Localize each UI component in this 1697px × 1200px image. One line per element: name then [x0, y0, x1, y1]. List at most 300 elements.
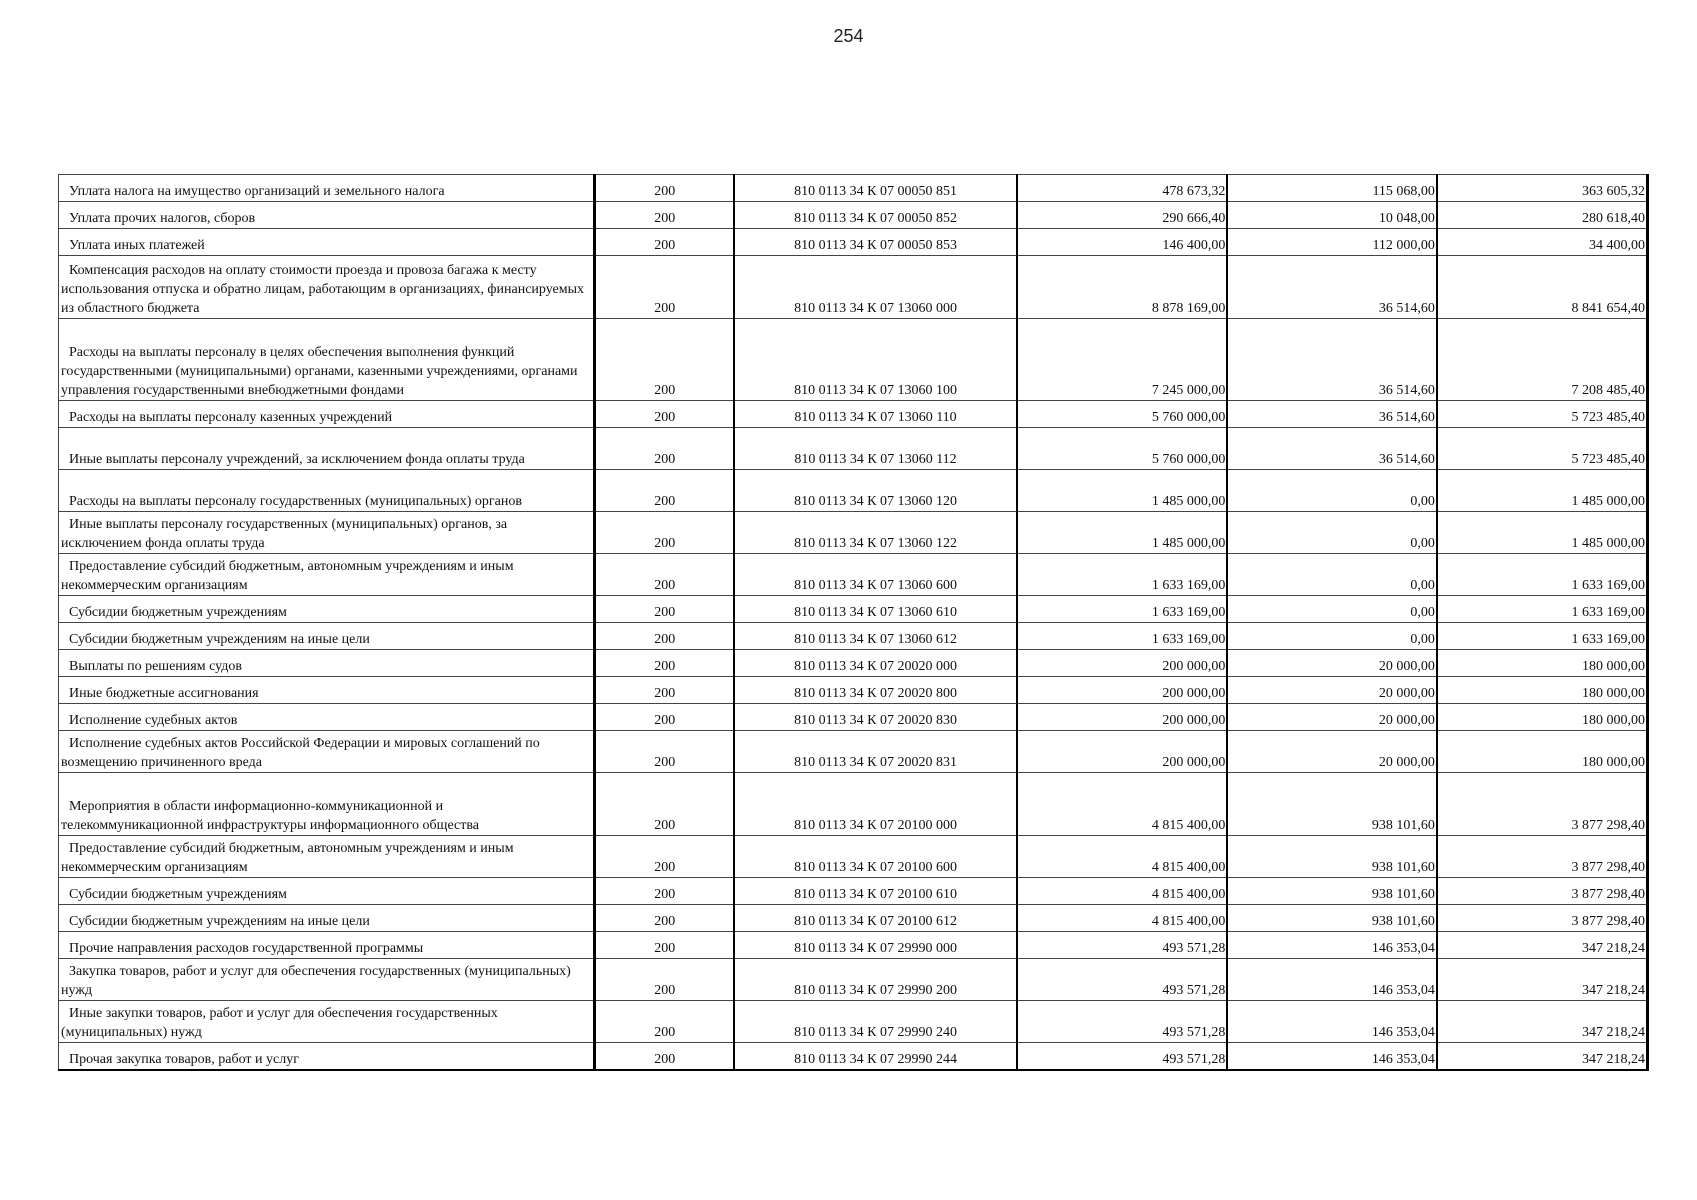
table-row: [59, 319, 1648, 401]
row-unexecuted-amount-cell: [1437, 731, 1648, 773]
row-name-text: Субсидии бюджетным учреждениям: [69, 887, 287, 902]
row-executed-amount-cell: [1227, 836, 1437, 878]
row-approved-amount-cell: [1017, 773, 1228, 836]
row-unexecuted-amount-cell: [1437, 319, 1648, 401]
row-approved-amount-text: 146 400,00: [1162, 238, 1226, 253]
row-executed-amount-text: 0,00: [1410, 494, 1435, 509]
row-name-cell: [59, 704, 595, 731]
row-classification-code-cell: [734, 202, 1017, 229]
row-unexecuted-amount-text: 3 877 298,40: [1571, 914, 1645, 929]
row-unexecuted-amount-cell: [1437, 470, 1648, 512]
row-approved-amount-text: 200 000,00: [1162, 755, 1226, 770]
table-row: [59, 731, 1648, 773]
row-line-code-cell: [595, 932, 734, 959]
row-executed-amount-text: 146 353,04: [1371, 1051, 1435, 1067]
row-approved-amount-cell: [1017, 959, 1228, 1001]
row-line-code-text: 200: [654, 494, 676, 509]
row-unexecuted-amount-cell: [1437, 836, 1648, 878]
row-classification-code-text: 810 0113 34 К 07 20100 600: [794, 860, 957, 875]
row-name-cell: [59, 1001, 595, 1043]
row-approved-amount-cell: [1017, 836, 1228, 878]
row-name-cell: [59, 623, 595, 650]
row-name-cell: [59, 401, 595, 428]
row-approved-amount-cell: [1017, 905, 1228, 932]
row-executed-amount-cell: [1227, 650, 1437, 677]
row-executed-amount-cell: [1227, 229, 1437, 256]
row-name-text: Субсидии бюджетным учреждениям на иные цели: [69, 914, 370, 929]
row-unexecuted-amount-text: 1 633 169,00: [1571, 605, 1645, 620]
row-name-text: Иные выплаты персоналу государственных (муниципальных) органов, за исключением фонда оплаты труда: [61, 517, 508, 551]
row-unexecuted-amount-cell: [1437, 905, 1648, 932]
row-unexecuted-amount-text: 347 218,24: [1582, 941, 1645, 956]
row-classification-code-cell: [734, 932, 1017, 959]
row-executed-amount-text: 938 101,60: [1371, 914, 1435, 929]
row-unexecuted-amount-cell: [1437, 959, 1648, 1001]
row-classification-code-cell: [734, 554, 1017, 596]
row-executed-amount-text: 20 000,00: [1378, 686, 1435, 701]
row-approved-amount-text: 493 571,28: [1162, 1051, 1226, 1067]
row-executed-amount-cell: [1227, 623, 1437, 650]
row-classification-code-text: 810 0113 34 К 07 13060 600: [794, 578, 957, 593]
row-name-cell: [59, 878, 595, 905]
row-classification-code-text: 810 0113 34 К 07 20020 800: [794, 686, 957, 701]
row-classification-code-cell: [734, 470, 1017, 512]
row-approved-amount-cell: [1017, 319, 1228, 401]
row-executed-amount-text: 36 514,60: [1378, 410, 1435, 425]
row-executed-amount-text: 146 353,04: [1371, 983, 1435, 998]
row-approved-amount-cell: [1017, 623, 1228, 650]
row-name-cell: [59, 905, 595, 932]
row-classification-code-cell: [734, 959, 1017, 1001]
row-name-text: Выплаты по решениям судов: [69, 659, 242, 674]
row-name-cell: [59, 731, 595, 773]
row-line-code-text: 200: [654, 238, 676, 253]
table-row: [59, 932, 1648, 959]
row-unexecuted-amount-cell: [1437, 512, 1648, 554]
row-classification-code-text: 810 0113 34 К 07 20020 000: [794, 659, 957, 674]
row-classification-code-cell: [734, 401, 1017, 428]
row-executed-amount-cell: [1227, 959, 1437, 1001]
row-name-text: Иные бюджетные ассигнования: [69, 686, 259, 701]
row-unexecuted-amount-cell: [1437, 932, 1648, 959]
row-name-text: Прочие направления расходов государственной программы: [69, 941, 424, 956]
row-classification-code-text: 810 0113 34 К 07 00050 853: [794, 238, 957, 253]
row-name-text: Субсидии бюджетным учреждениям на иные цели: [69, 632, 370, 647]
row-line-code-cell: [595, 1001, 734, 1043]
row-classification-code-text: 810 0113 34 К 07 00050 851: [794, 184, 957, 199]
row-name-cell: [59, 773, 595, 836]
row-approved-amount-cell: [1017, 512, 1228, 554]
row-approved-amount-text: 5 760 000,00: [1151, 452, 1226, 467]
budget-execution-table: [58, 174, 1649, 1071]
row-executed-amount-cell: [1227, 554, 1437, 596]
row-line-code-text: 200: [654, 755, 676, 770]
row-classification-code-text: 810 0113 34 К 07 29990 240: [794, 1025, 957, 1040]
row-name-cell: [59, 959, 595, 1001]
row-executed-amount-cell: [1227, 470, 1437, 512]
row-line-code-text: 200: [654, 1051, 676, 1067]
row-executed-amount-cell: [1227, 202, 1437, 229]
row-approved-amount-text: 4 815 400,00: [1151, 887, 1226, 902]
row-name-cell: [59, 256, 595, 319]
row-executed-amount-cell: [1227, 596, 1437, 623]
row-executed-amount-text: 36 514,60: [1378, 383, 1435, 398]
row-classification-code-cell: [734, 650, 1017, 677]
row-unexecuted-amount-cell: [1437, 256, 1648, 319]
row-unexecuted-amount-cell: [1437, 401, 1648, 428]
table-row: [59, 175, 1648, 202]
row-executed-amount-text: 0,00: [1410, 605, 1435, 620]
row-line-code-text: 200: [654, 383, 676, 398]
row-name-cell: [59, 596, 595, 623]
row-executed-amount-text: 146 353,04: [1371, 941, 1435, 956]
row-unexecuted-amount-cell: [1437, 428, 1648, 470]
row-classification-code-text: 810 0113 34 К 07 00050 852: [794, 211, 957, 226]
table-row: [59, 677, 1648, 704]
row-name-cell: [59, 677, 595, 704]
row-line-code-cell: [595, 428, 734, 470]
row-executed-amount-cell: [1227, 1043, 1437, 1070]
row-line-code-text: 200: [654, 578, 676, 593]
row-approved-amount-cell: [1017, 470, 1228, 512]
row-classification-code-text: 810 0113 34 К 07 13060 100: [794, 383, 957, 398]
row-approved-amount-cell: [1017, 677, 1228, 704]
row-classification-code-text: 810 0113 34 К 07 29990 000: [794, 941, 957, 956]
table-row: [59, 959, 1648, 1001]
row-unexecuted-amount-cell: [1437, 229, 1648, 256]
row-executed-amount-cell: [1227, 731, 1437, 773]
row-name-text: Расходы на выплаты персоналу государственных (муниципальных) органов: [69, 494, 522, 509]
row-classification-code-cell: [734, 905, 1017, 932]
row-executed-amount-cell: [1227, 319, 1437, 401]
row-name-text: Компенсация расходов на оплату стоимости проезда и провоза багажа к месту использования отпуска и обратно лицам, работающим в организациях, финансируемых из областного бюджета: [61, 263, 585, 316]
row-classification-code-cell: [734, 256, 1017, 319]
row-approved-amount-cell: [1017, 175, 1228, 202]
row-approved-amount-cell: [1017, 428, 1228, 470]
row-classification-code-text: 810 0113 34 К 07 13060 120: [794, 494, 957, 509]
row-line-code-text: 200: [654, 184, 676, 199]
row-unexecuted-amount-text: 347 218,24: [1582, 1051, 1645, 1067]
row-executed-amount-text: 0,00: [1410, 632, 1435, 647]
row-name-text: Расходы на выплаты персоналу казенных учреждений: [69, 410, 393, 425]
row-approved-amount-cell: [1017, 650, 1228, 677]
row-unexecuted-amount-cell: [1437, 1001, 1648, 1043]
row-line-code-cell: [595, 623, 734, 650]
row-unexecuted-amount-cell: [1437, 878, 1648, 905]
table-row: [59, 596, 1648, 623]
row-classification-code-cell: [734, 229, 1017, 256]
row-name-text: Мероприятия в области информационно-коммуникационной и телекоммуникационной инфраструктуры информационного общества: [61, 799, 479, 833]
row-approved-amount-cell: [1017, 202, 1228, 229]
row-line-code-cell: [595, 229, 734, 256]
row-approved-amount-cell: [1017, 878, 1228, 905]
row-approved-amount-text: 200 000,00: [1162, 686, 1226, 701]
row-line-code-cell: [595, 677, 734, 704]
row-line-code-cell: [595, 401, 734, 428]
row-name-text: Закупка товаров, работ и услуг для обеспечения государственных (муниципальных) нужд: [61, 964, 571, 998]
row-approved-amount-text: 4 815 400,00: [1151, 860, 1226, 875]
row-name-cell: [59, 319, 595, 401]
row-name-cell: [59, 428, 595, 470]
row-name-text: Предоставление субсидий бюджетным, автономным учреждениям и иным некоммерческим организациям: [61, 841, 514, 875]
row-line-code-cell: [595, 773, 734, 836]
row-approved-amount-cell: [1017, 596, 1228, 623]
row-line-code-cell: [595, 1043, 734, 1070]
row-classification-code-text: 810 0113 34 К 07 13060 122: [794, 536, 957, 551]
row-classification-code-cell: [734, 773, 1017, 836]
row-approved-amount-text: 4 815 400,00: [1151, 818, 1226, 833]
row-executed-amount-text: 0,00: [1410, 578, 1435, 593]
row-approved-amount-text: 7 245 000,00: [1151, 383, 1226, 398]
row-unexecuted-amount-text: 3 877 298,40: [1571, 887, 1645, 902]
row-line-code-text: 200: [654, 659, 676, 674]
row-classification-code-text: 810 0113 34 К 07 13060 110: [794, 410, 957, 425]
row-classification-code-cell: [734, 428, 1017, 470]
row-executed-amount-cell: [1227, 401, 1437, 428]
row-classification-code-text: 810 0113 34 К 07 20020 830: [794, 713, 957, 728]
row-executed-amount-text: 938 101,60: [1371, 818, 1435, 833]
row-line-code-text: 200: [654, 536, 676, 551]
row-unexecuted-amount-cell: [1437, 677, 1648, 704]
row-approved-amount-cell: [1017, 554, 1228, 596]
row-line-code-cell: [595, 470, 734, 512]
row-line-code-text: 200: [654, 410, 676, 425]
row-approved-amount-text: 1 633 169,00: [1151, 632, 1226, 647]
row-name-cell: [59, 554, 595, 596]
row-approved-amount-cell: [1017, 932, 1228, 959]
row-unexecuted-amount-text: 280 618,40: [1582, 211, 1645, 226]
row-unexecuted-amount-text: 1 633 169,00: [1571, 578, 1645, 593]
row-executed-amount-cell: [1227, 704, 1437, 731]
row-executed-amount-text: 10 048,00: [1378, 211, 1435, 226]
row-line-code-text: 200: [654, 632, 676, 647]
row-approved-amount-text: 8 878 169,00: [1151, 301, 1226, 316]
row-name-cell: [59, 836, 595, 878]
table-row: [59, 512, 1648, 554]
row-approved-amount-text: 200 000,00: [1162, 659, 1226, 674]
table-row: [59, 428, 1648, 470]
table-row: [59, 256, 1648, 319]
row-name-text: Прочая закупка товаров, работ и услуг: [69, 1051, 299, 1067]
row-approved-amount-text: 1 485 000,00: [1151, 494, 1226, 509]
row-name-text: Уплата иных платежей: [69, 238, 205, 253]
row-unexecuted-amount-text: 7 208 485,40: [1571, 383, 1645, 398]
row-name-text: Иные закупки товаров, работ и услуг для обеспечения государственных (муниципальных) нужд: [61, 1006, 498, 1040]
row-unexecuted-amount-text: 3 877 298,40: [1571, 860, 1645, 875]
table-row: [59, 1001, 1648, 1043]
row-approved-amount-text: 478 673,32: [1162, 184, 1226, 199]
row-unexecuted-amount-text: 347 218,24: [1582, 1025, 1645, 1040]
row-classification-code-cell: [734, 175, 1017, 202]
row-classification-code-text: 810 0113 34 К 07 20100 610: [794, 887, 957, 902]
row-line-code-text: 200: [654, 818, 676, 833]
row-name-cell: [59, 1043, 595, 1070]
row-line-code-text: 200: [654, 1025, 676, 1040]
row-line-code-cell: [595, 959, 734, 1001]
row-unexecuted-amount-cell: [1437, 623, 1648, 650]
row-classification-code-cell: [734, 623, 1017, 650]
row-approved-amount-cell: [1017, 229, 1228, 256]
row-unexecuted-amount-cell: [1437, 704, 1648, 731]
row-classification-code-text: 810 0113 34 К 07 29990 200: [794, 983, 957, 998]
row-classification-code-cell: [734, 1043, 1017, 1070]
row-line-code-cell: [595, 175, 734, 202]
row-executed-amount-cell: [1227, 905, 1437, 932]
row-line-code-cell: [595, 554, 734, 596]
row-unexecuted-amount-text: 180 000,00: [1582, 755, 1645, 770]
row-unexecuted-amount-text: 5 723 485,40: [1571, 410, 1645, 425]
row-approved-amount-cell: [1017, 1001, 1228, 1043]
row-line-code-text: 200: [654, 983, 676, 998]
row-line-code-cell: [595, 731, 734, 773]
row-name-text: Предоставление субсидий бюджетным, автономным учреждениям и иным некоммерческим организациям: [61, 559, 514, 593]
row-unexecuted-amount-cell: [1437, 596, 1648, 623]
table-row: [59, 470, 1648, 512]
row-approved-amount-text: 1 633 169,00: [1151, 578, 1226, 593]
row-executed-amount-cell: [1227, 677, 1437, 704]
row-name-text: Расходы на выплаты персоналу в целях обеспечения выполнения функций государственными (муниципальными) органами, казенными учреждениями, органами управления государственными внебюджетными фондами: [61, 345, 578, 398]
row-classification-code-cell: [734, 836, 1017, 878]
row-executed-amount-cell: [1227, 1001, 1437, 1043]
row-unexecuted-amount-cell: [1437, 650, 1648, 677]
row-executed-amount-text: 36 514,60: [1378, 452, 1435, 467]
row-unexecuted-amount-text: 347 218,24: [1582, 983, 1645, 998]
row-classification-code-text: 810 0113 34 К 07 13060 610: [794, 605, 957, 620]
row-name-cell: [59, 175, 595, 202]
row-unexecuted-amount-text: 180 000,00: [1582, 659, 1645, 674]
row-approved-amount-text: 200 000,00: [1162, 713, 1226, 728]
table-row: [59, 229, 1648, 256]
row-line-code-cell: [595, 704, 734, 731]
row-unexecuted-amount-text: 1 633 169,00: [1571, 632, 1645, 647]
row-unexecuted-amount-cell: [1437, 175, 1648, 202]
row-unexecuted-amount-text: 5 723 485,40: [1571, 452, 1645, 467]
row-name-text: Иные выплаты персоналу учреждений, за исключением фонда оплаты труда: [69, 452, 525, 467]
row-approved-amount-cell: [1017, 256, 1228, 319]
row-executed-amount-text: 938 101,60: [1371, 860, 1435, 875]
row-classification-code-cell: [734, 596, 1017, 623]
table-row: [59, 650, 1648, 677]
row-name-text: Исполнение судебных актов: [69, 713, 238, 728]
row-line-code-text: 200: [654, 211, 676, 226]
table-row: [59, 401, 1648, 428]
row-name-cell: [59, 470, 595, 512]
row-approved-amount-cell: [1017, 731, 1228, 773]
row-executed-amount-text: 0,00: [1410, 536, 1435, 551]
row-executed-amount-text: 20 000,00: [1378, 713, 1435, 728]
row-classification-code-text: 810 0113 34 К 07 20100 612: [794, 914, 957, 929]
row-unexecuted-amount-text: 3 877 298,40: [1571, 818, 1645, 833]
row-classification-code-cell: [734, 512, 1017, 554]
row-approved-amount-cell: [1017, 704, 1228, 731]
row-executed-amount-cell: [1227, 512, 1437, 554]
row-name-text: Уплата прочих налогов, сборов: [69, 211, 256, 226]
row-executed-amount-cell: [1227, 175, 1437, 202]
row-executed-amount-text: 938 101,60: [1371, 887, 1435, 902]
row-classification-code-text: 810 0113 34 К 07 20100 000: [794, 818, 957, 833]
row-line-code-text: 200: [654, 941, 676, 956]
row-name-text: Субсидии бюджетным учреждениям: [69, 605, 287, 620]
row-line-code-cell: [595, 905, 734, 932]
row-classification-code-cell: [734, 319, 1017, 401]
row-unexecuted-amount-text: 1 485 000,00: [1571, 494, 1645, 509]
row-name-cell: [59, 650, 595, 677]
row-executed-amount-cell: [1227, 256, 1437, 319]
row-approved-amount-cell: [1017, 401, 1228, 428]
row-classification-code-cell: [734, 731, 1017, 773]
row-unexecuted-amount-text: 8 841 654,40: [1571, 301, 1645, 316]
row-line-code-cell: [595, 836, 734, 878]
row-executed-amount-text: 115 068,00: [1372, 184, 1435, 199]
row-line-code-text: 200: [654, 605, 676, 620]
row-unexecuted-amount-cell: [1437, 773, 1648, 836]
table-row: [59, 704, 1648, 731]
row-unexecuted-amount-text: 363 605,32: [1582, 184, 1645, 199]
row-approved-amount-cell: [1017, 1043, 1228, 1070]
row-line-code-cell: [595, 512, 734, 554]
row-name-text: Исполнение судебных актов Российской Федерации и мировых соглашений по возмещению причиненного вреда: [61, 736, 540, 770]
row-classification-code-text: 810 0113 34 К 07 29990 244: [794, 1051, 957, 1067]
row-classification-code-cell: [734, 677, 1017, 704]
row-approved-amount-text: 5 760 000,00: [1151, 410, 1226, 425]
row-unexecuted-amount-text: 34 400,00: [1589, 238, 1645, 253]
page-number: 254: [833, 26, 864, 46]
row-line-code-text: 200: [654, 686, 676, 701]
row-executed-amount-text: 20 000,00: [1378, 755, 1435, 770]
row-line-code-text: 200: [654, 713, 676, 728]
row-unexecuted-amount-text: 180 000,00: [1582, 686, 1645, 701]
row-name-cell: [59, 202, 595, 229]
table-row: [59, 623, 1648, 650]
row-approved-amount-text: 1 485 000,00: [1151, 536, 1226, 551]
row-name-cell: [59, 512, 595, 554]
table-row: [59, 878, 1648, 905]
row-approved-amount-text: 493 571,28: [1162, 983, 1226, 998]
row-executed-amount-cell: [1227, 932, 1437, 959]
table-row: [59, 1043, 1648, 1070]
row-executed-amount-cell: [1227, 878, 1437, 905]
row-line-code-text: 200: [654, 301, 676, 316]
row-executed-amount-text: 146 353,04: [1371, 1025, 1435, 1040]
row-executed-amount-text: 36 514,60: [1378, 301, 1435, 316]
row-unexecuted-amount-text: 180 000,00: [1582, 713, 1645, 728]
row-approved-amount-text: 493 571,28: [1162, 1025, 1226, 1040]
row-classification-code-text: 810 0113 34 К 07 13060 000: [794, 301, 957, 316]
row-line-code-text: 200: [654, 860, 676, 875]
row-classification-code-text: 810 0113 34 К 07 13060 112: [794, 452, 957, 467]
row-classification-code-cell: [734, 1001, 1017, 1043]
row-approved-amount-text: 290 666,40: [1162, 211, 1226, 226]
table-row: [59, 836, 1648, 878]
row-approved-amount-text: 1 633 169,00: [1151, 605, 1226, 620]
row-executed-amount-cell: [1227, 428, 1437, 470]
row-executed-amount-text: 20 000,00: [1378, 659, 1435, 674]
row-line-code-text: 200: [654, 452, 676, 467]
row-classification-code-text: 810 0113 34 К 07 13060 612: [794, 632, 957, 647]
row-line-code-cell: [595, 596, 734, 623]
row-line-code-text: 200: [654, 914, 676, 929]
table-body: [59, 175, 1648, 1070]
row-classification-code-cell: [734, 704, 1017, 731]
row-line-code-cell: [595, 650, 734, 677]
row-unexecuted-amount-cell: [1437, 554, 1648, 596]
row-classification-code-cell: [734, 878, 1017, 905]
row-name-cell: [59, 932, 595, 959]
table-row: [59, 905, 1648, 932]
row-unexecuted-amount-cell: [1437, 202, 1648, 229]
row-executed-amount-cell: [1227, 773, 1437, 836]
row-line-code-cell: [595, 319, 734, 401]
